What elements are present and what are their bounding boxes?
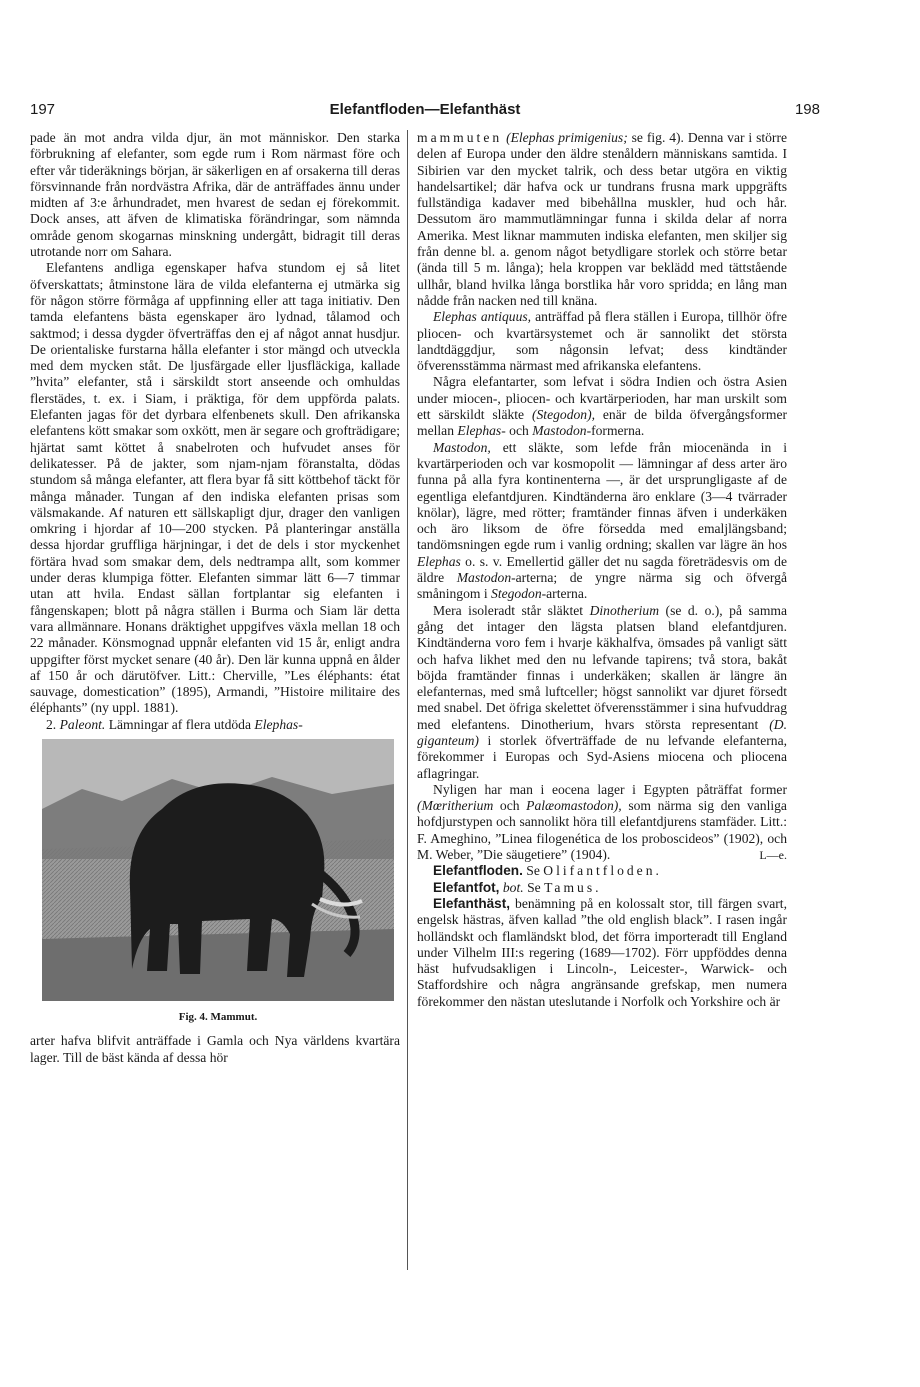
author-signature: L—e.	[759, 848, 787, 863]
paragraph: mammuten (Elephas primigenius; se fig. 4). Denna var i större delen af Europa under den äldre stenåldern människans samtida. I Sibirien var den mycket talrik, och dess betar utgöra en viktig handelsartikel; där hafva ock ur tundrans frusna mark uppgräfts fullständiga kadaver med bibehållna muskler, hud och hår. Dessutom äro mammutlämningar funna i skilda delar af norra Amerika. Mest liknar mammuten indiska elefanten, men skiljer sig från denne bl. a. genom något betydligare storlek och större betar (ända till 5 m. långa); hela kroppen var beklädd med tättstående ullhår, bland hvilka långa borstlika hår voro spridda; en lång man nådde från nacken ned till knäna.	[417, 130, 788, 308]
cross-reference: Tamus.	[544, 879, 602, 895]
left-column	[30, 130, 400, 1066]
page-number-right: 198	[794, 101, 820, 118]
paragraph: arter hafva blifvit anträffade i Gamla och Nya världens kvartära lager. Till de bäst kända af dessa hör	[30, 1033, 400, 1065]
headword: Elefantfot,	[433, 879, 500, 895]
running-title: Elefantfloden—Elefanthäst	[329, 101, 521, 118]
paragraph: pade än mot andra vilda djur, än mot människor. Den starka förbrukning af elefanter, som egde rum i Rom närmast före och efter vår tideräknings början, är säkerligen en af orsakerna till deras försvinnande från nordvästra Afrika, där de anträffades ännu under midten af 3:e århundradet, men hvarest de sedan ej förekommit. Dock anses, att äfven de klimatiska förändringar, som nämnda område genom skogarnas minskning undergått, bidragit till deras utrotande norr om Sahara.	[30, 130, 400, 260]
section-number: 2.	[46, 716, 57, 732]
figure-mammoth	[42, 739, 394, 1025]
headword: Elefantfloden.	[433, 863, 523, 879]
headword: Elefanthäst,	[433, 895, 511, 911]
entry-elefantfloden: Elefantfloden. Se Olifantfloden.	[433, 863, 662, 879]
right-column	[417, 130, 787, 1010]
entry-elefantfot: Elefantfot, bot. Se Tamus.	[433, 879, 602, 895]
paragraph: Nyligen har man i eocena lager i Egypten påträffat former (Mœritherium och Palæomastodon), som närma sig den vanliga hofdjurstypen och sannolikt höra till elefantdjurens stamfäder. Litt.: F. Ameghino, ”Linea filogenética de los proboscideos” (1902), och M. Weber, ”Die säugetiere” (1904). L—e.	[417, 781, 787, 863]
paragraph: Mera isoleradt står släktet Dinotherium (se d. o.), på samma gång det intager den lägsta platsen bland elefantdjuren. Kindtänderna voro fem i hvarje käkhalfva, ömsades på vanligt sätt och hafva likhet med den nu lefvande tapirens; två stora, bakåt böjda framtänder finnas i underkäken; skallen är längre än elefanternas, med små luftceller; högst sannolikt var djuret försedt med snabel. Det öfriga skelettet öfverensstämmer i sina hufvuddrag med elefantens. Dinotherium, hvars största representant (D. giganteum) i storlek öfverträffade de nu lefvande elefanterna, förekommer i Europas och Syd-Asiens miocena och pliocena aflagringar.	[417, 602, 788, 781]
paragraph: Mastodon, ett släkte, som lefde från miocenända in i kvartärperioden och var kosmopolit — lämningar af dess arter äro funna på alla fyra kontinenterna —, är det ursprungligaste af de egentliga elefantdjuren. Kindtänderna äro enklare (3—4 tvärrader knölar), lägre, med rötter; framtänder finnas äfven i underkäken och äro liksom de öfre försedda med emaljlängsband; tandömsningen egde rum i vanlig ordning; skallen var lägre än hos Elephas o. s. v. Emellertid gäller det nu sagda företrädesvis om de äldre Mastodon-arterna; de yngre närma sig och öfvergå småningom i Stegodon-arterna.	[417, 439, 788, 602]
paragraph: Elefantens andliga egenskaper hafva stundom ej så litet öfverskattats; åtminstone lära de vilda elefanterna ej utmärka sig för någon större förmåga af uppfinning eller att taga initiativ. Den tamda elefantens bästa egenskaper äro lydnad, tålamod och saktmod; i dessa dygder öfverträffas den ej af något annat husdjur. De orientaliske furstarna hålla elefanter i stor mängd och utveckla med dem mycken ståt. De ljusfärgade eller ljusfläckiga, kallade ”hvita” elefanter, stå i särskildt stort anseende och omhuldas flerstädes, t. ex. i Siam, i präktiga, för dem uppförda palats. Elefanten jagas för det dyrbara elfenbenets skull. Den afrikanska elefantens kött smakar som oxkött, men är segare och grofträdigare; hjärtat samt köttet å snabelroten och hufvudet anses för delikatesser. På de jakter, som njam-njam föranstalta, dödas stundom så många elefanter, att flera byar få sitt köttbehof täckt för många månader. Tungan af den indiska elefanten prisas som välsmakande. Af naturen ett sällskapligt djur, drager den vanligen omkring i hjordar af 10—200 stycken. På planteringar anställa dessa hjordar gruffliga härjningar, i det de dels i stor myckenhet förtära hvad som smakar dem, dels nedtrampa allt, som kommer under deras klumpiga fötter. Elefanten simmar lätt 6—7 timmar utan att hvila. Endast sällan fortplantar sig elefanten i fångenskapen; blott på några ställen i Burma och Siam lär detta vara allmännare. Honans dräktighet uppgifves växla mellan 18 och 22 månader. Könsmognad uppnår elefanten vid 15 år, enligt andra uppgifter först mycket senare (40 år). Den lär kunna uppnå en ålder af 150 år och därutöfver. Litt.: Cherville, ”Les éléphants: état sauvage, domestication” (1895), Armandi, ”Histoire militaire des éléphants” (ny uppl. 1881).	[30, 260, 400, 716]
mammoth-illustration	[42, 739, 394, 1001]
paragraph: 2. Paleont. Lämningar af flera utdöda Elephas-	[46, 716, 303, 732]
figure-caption: Fig. 4. Mammut.	[178, 1010, 258, 1023]
cross-reference: Olifantfloden.	[543, 863, 662, 879]
paragraph: Elephas antiquus, anträffad på flera ställen i Europa, tillhör öfre pliocen- och kvartärsystemet och är sannolikt det största landtdäggdjur, som någonsin lefvat; dess kindtänder öfverensstämma närmast med afrikanska elefantens.	[417, 309, 787, 374]
page-header	[30, 101, 820, 123]
column-divider	[407, 130, 408, 1270]
page-number-left: 197	[30, 101, 56, 118]
section-label: Paleont.	[59, 716, 106, 732]
paragraph: Några elefantarter, som lefvat i södra Indien och östra Asien under miocen-, pliocen- och kvartärperioden, har man urskilt som ett särskildt släkte (Stegodon), enär de bilda öfvergångsformer mellan Elephas- och Mastodon-formerna.	[417, 374, 788, 439]
entry-elefanthast: Elefanthäst, benämning på en kolossalt stor, till färgen svart, engelsk hästras, äfven kallad ”the old english black”. I rasen ingår holländskt och flamländskt blod, det förra importeradt till England under Vilhelm III:s regering (1689—1702). Förr uppföddes denna häst hufvudsakligen i Lincoln-, Leicester-, Warwick- och Staffordshire och några angränsande grefskap, men numera förekommer den nästan uteslutande i Norfolk och Yorkshire och är	[417, 895, 787, 1009]
